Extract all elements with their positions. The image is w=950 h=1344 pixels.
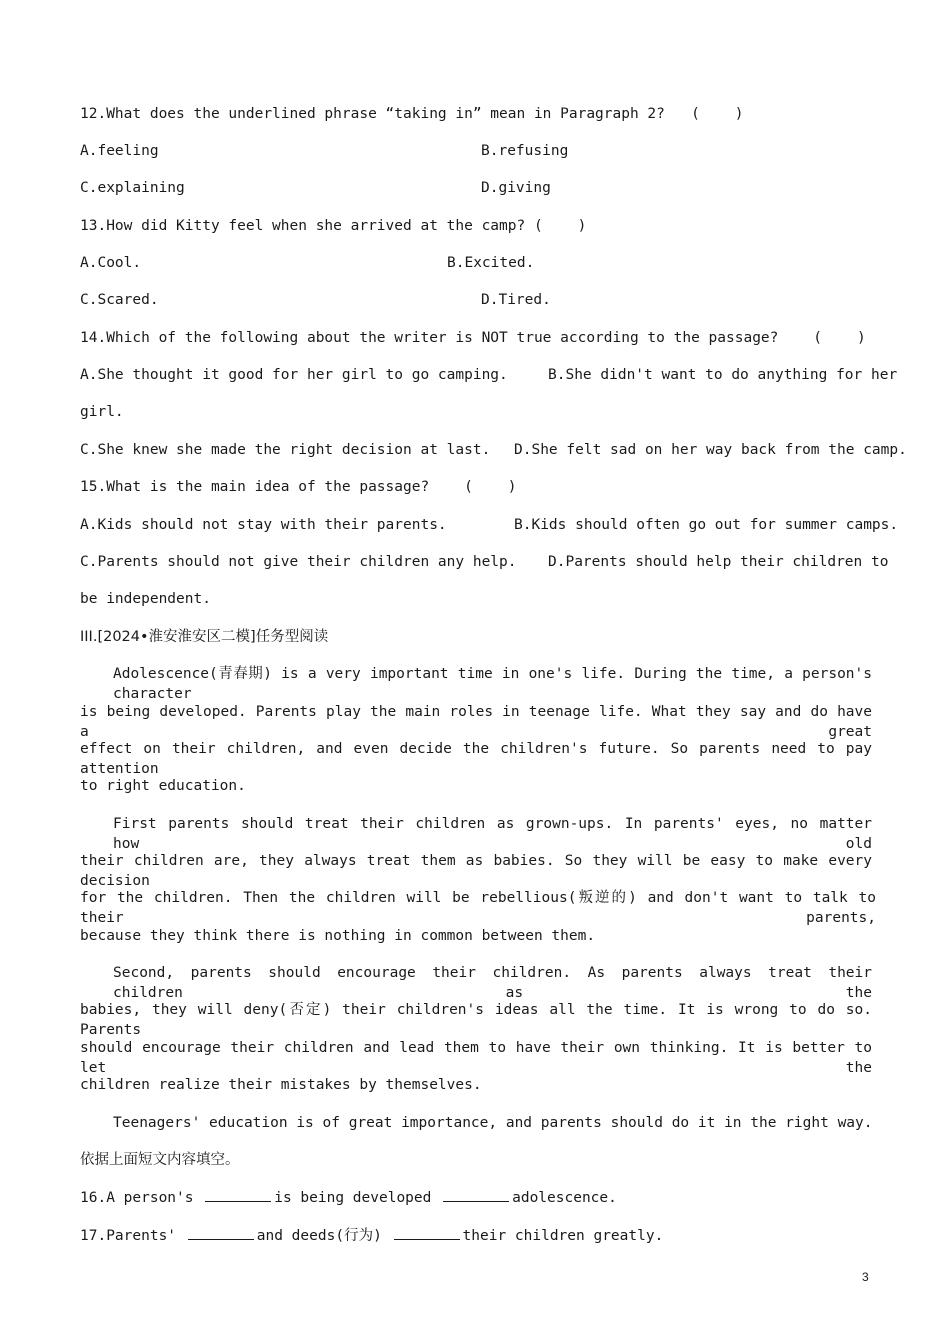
- q15-option-b: B.Kids should often go out for summer camps.: [514, 517, 899, 533]
- section-heading: III.[2024•淮安淮安区二模]任务型阅读: [80, 629, 329, 645]
- passage-line: because they think there is nothing in common between them.: [80, 928, 596, 944]
- q17-text-2: and deeds(行为): [256, 1228, 382, 1244]
- q12-option-b: B.refusing: [481, 143, 569, 159]
- q13-option-d: D.Tired.: [481, 292, 551, 308]
- q13-option-b: B.Excited.: [447, 255, 535, 271]
- q14-option-d: D.She felt sad on her way back from the camp.: [514, 442, 907, 458]
- q12-option-d: D.giving: [481, 180, 551, 196]
- q15-option-a: A.Kids should not stay with their parents.: [80, 517, 447, 533]
- question-12-stem: 12.What does the underlined phrase “taking in” mean in Paragraph 2? ( ): [80, 106, 744, 122]
- q15-option-c: C.Parents should not give their children any help.: [80, 554, 517, 570]
- passage-line: Adolescence(青春期) is a very important time in one's life. During the time, a person's character: [113, 666, 872, 702]
- q14-option-b-continued: girl.: [80, 404, 124, 420]
- passage-line: children realize their mistakes by themselves.: [80, 1077, 482, 1093]
- q17-text-3: their children greatly.: [462, 1228, 664, 1244]
- q16-text-1: 16.A person's: [80, 1190, 194, 1206]
- q13-option-c: C.Scared.: [80, 292, 159, 308]
- q12-option-a: A.feeling: [80, 143, 159, 159]
- q14-option-a: A.She thought it good for her girl to go camping.: [80, 367, 508, 383]
- passage-line: to right education.: [80, 778, 246, 794]
- page-number: 3: [862, 1270, 869, 1284]
- q14-option-c: C.She knew she made the right decision at last.: [80, 442, 491, 458]
- passage-line: should encourage their children and lead them to have their own thinking. It is better to let the: [80, 1040, 872, 1076]
- passage-line: effect on their children, and even decide the children's future. So parents need to pay attention: [80, 741, 872, 777]
- q15-option-d-continued: be independent.: [80, 591, 211, 607]
- passage-line: babies, they will deny(否定) their children's ideas all the time. It is wrong to do so. Parents: [80, 1002, 872, 1038]
- passage-line: is being developed. Parents play the main roles in teenage life. What they say and do have a great: [80, 704, 872, 740]
- answer-blank[interactable]: [443, 1187, 509, 1202]
- passage-line: Second, parents should encourage their children. As parents always treat their children as the: [113, 965, 872, 1001]
- q15-option-d: D.Parents should help their children to: [548, 554, 889, 570]
- answer-blank[interactable]: [188, 1225, 254, 1240]
- passage-line: First parents should treat their children as grown-ups. In parents' eyes, no matter how old: [113, 816, 872, 852]
- passage-line: their children are, they always treat them as babies. So they will be easy to make every decision: [80, 853, 872, 889]
- passage-line: for the children. Then the children will be rebellious(叛逆的) and don't want to talk to their parents,: [80, 890, 876, 926]
- question-14-stem: 14.Which of the following about the writer is NOT true according to the passage? ( ): [80, 330, 866, 346]
- q17-text-1: 17.Parents': [80, 1228, 177, 1244]
- instruction-text: 依据上面短文内容填空。: [80, 1152, 240, 1168]
- question-16: [80, 1187, 617, 1208]
- q16-text-2: is being developed: [274, 1190, 432, 1206]
- question-13-stem: 13.How did Kitty feel when she arrived at the camp? ( ): [80, 218, 587, 234]
- q13-option-a: A.Cool.: [80, 255, 142, 271]
- passage-line: Teenagers' education is of great importance, and parents should do it in the right way.: [113, 1115, 873, 1131]
- question-17: [80, 1225, 663, 1246]
- answer-blank[interactable]: [394, 1225, 460, 1240]
- answer-blank[interactable]: [205, 1187, 271, 1202]
- q12-option-c: C.explaining: [80, 180, 185, 196]
- q14-option-b: B.She didn't want to do anything for her: [548, 367, 898, 383]
- question-15-stem: 15.What is the main idea of the passage? ( ): [80, 479, 517, 495]
- q16-text-3: adolescence.: [512, 1190, 617, 1206]
